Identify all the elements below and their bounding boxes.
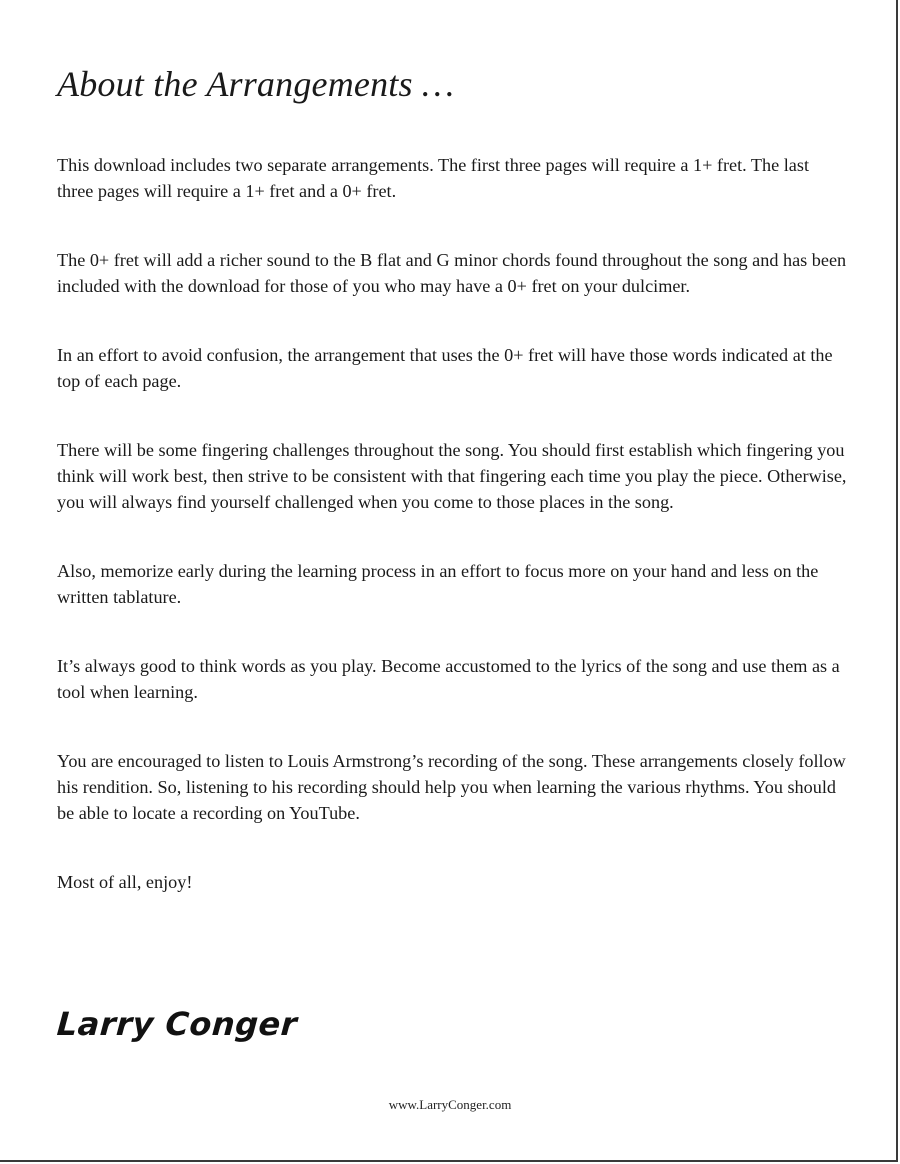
footer-website: www.LarryConger.com bbox=[388, 1097, 512, 1112]
paragraph-confusion: In an effort to avoid confusion, the arrangement that uses the 0+ fret will have those words indicated at the top of each page. bbox=[57, 345, 833, 391]
paragraph-arrangements: This download includes two separate arrangements. The first three pages will require a 1+ fret. The last three pages will require a 1+ fret and a 0+ fret. bbox=[57, 155, 809, 201]
document-body bbox=[57, 60, 847, 892]
paragraph-zero-plus-fret: The 0+ fret will add a richer sound to the B flat and G minor chords found throughout the song and has been included with the download for those of you who may have a 0+ fret on your dulcimer. bbox=[57, 250, 847, 296]
paragraph-words: It’s always good to think words as you play. Become accustomed to the lyrics of the song and use them as a tool when learning. bbox=[57, 656, 840, 702]
page-title: About the Arrangements … bbox=[57, 64, 455, 104]
paragraph-recording: You are encouraged to listen to Louis Armstrong’s recording of the song. These arrangements closely follow his rendition. So, listening to his recording should help you when learning the various rhythms. You should be able to locate a recording on YouTube. bbox=[57, 751, 846, 823]
author-signature: Larry Conger bbox=[55, 1005, 299, 1043]
paragraph-fingering: There will be some fingering challenges throughout the song. You should first establish which fingering you think will work best, then strive to be consistent with that fingering each time you play the piece. Otherwise, you will always find yourself challenged when you come to those places in the song. bbox=[57, 440, 847, 512]
paragraph-memorize: Also, memorize early during the learning process in an effort to focus more on your hand and less on the written tablature. bbox=[57, 561, 819, 607]
paragraph-enjoy: Most of all, enjoy! bbox=[57, 872, 193, 892]
paragraph-list bbox=[57, 152, 847, 938]
